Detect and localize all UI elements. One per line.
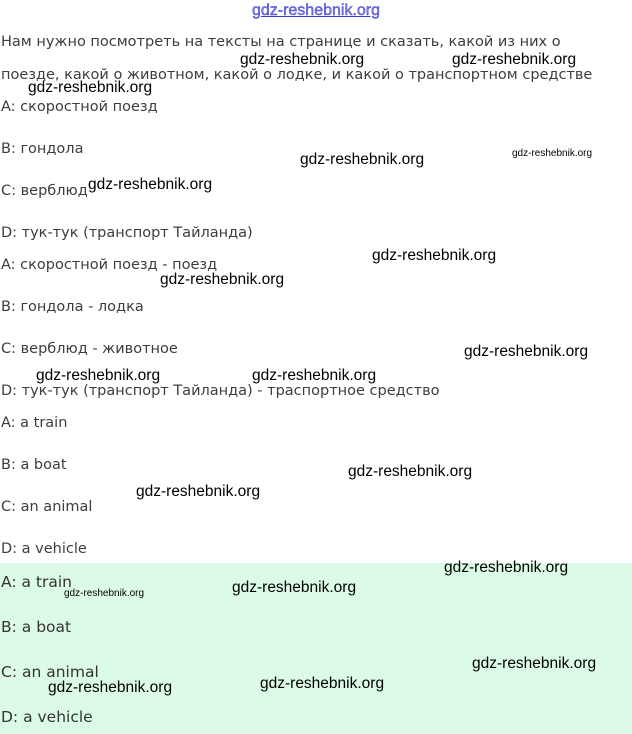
site-title[interactable]: gdz-reshebnik.org bbox=[251, 2, 381, 19]
classification-d: D: тук-тук (транспорт Тайланда) - траспортное средство bbox=[1, 383, 440, 399]
watermark: gdz-reshebnik.org bbox=[252, 367, 377, 384]
question-line-1: Нам нужно посмотреть на тексты на странице и сказать, какой из них о bbox=[1, 34, 561, 50]
classification-a: A: скоростной поезд - поезд bbox=[1, 257, 218, 273]
watermark: gdz-reshebnik.org bbox=[372, 247, 497, 264]
watermark: gdz-reshebnik.org bbox=[64, 588, 145, 599]
final-answer-a: A: a train bbox=[1, 573, 72, 591]
watermark: gdz-reshebnik.org bbox=[28, 79, 153, 96]
watermark: gdz-reshebnik.org bbox=[36, 367, 161, 384]
watermark: gdz-reshebnik.org bbox=[472, 655, 597, 672]
watermark: gdz-reshebnik.org bbox=[232, 579, 357, 596]
draft-answer-b: B: a boat bbox=[1, 457, 67, 473]
final-answer-c: C: an animal bbox=[1, 663, 99, 681]
item-c: C: верблюд bbox=[1, 183, 88, 199]
item-b: B: гондола bbox=[1, 141, 84, 157]
draft-answer-c: C: an animal bbox=[1, 499, 93, 515]
watermark: gdz-reshebnik.org bbox=[452, 51, 577, 68]
final-answer-b: B: a boat bbox=[1, 618, 72, 636]
watermark: gdz-reshebnik.org bbox=[88, 176, 213, 193]
draft-answer-d: D: a vehicle bbox=[1, 541, 87, 557]
watermark: gdz-reshebnik.org bbox=[136, 483, 261, 500]
final-answer-d: D: a vehicle bbox=[1, 708, 93, 726]
watermark: gdz-reshebnik.org bbox=[512, 148, 593, 159]
watermark: gdz-reshebnik.org bbox=[260, 675, 385, 692]
watermark: gdz-reshebnik.org bbox=[464, 343, 589, 360]
item-d: D: тук-тук (транспорт Тайланда) bbox=[1, 225, 253, 241]
question-line-2: поезде, какой о животном, какой о лодке, и какой о транспортном средстве bbox=[1, 67, 593, 83]
watermark: gdz-reshebnik.org bbox=[444, 559, 569, 576]
watermark: gdz-reshebnik.org bbox=[348, 463, 473, 480]
classification-b: B: гондола - лодка bbox=[1, 299, 144, 315]
classification-c: C: верблюд - животное bbox=[1, 341, 178, 357]
watermark: gdz-reshebnik.org bbox=[300, 151, 425, 168]
item-a: A: скоростной поезд bbox=[1, 99, 158, 115]
draft-answer-a: A: a train bbox=[1, 415, 68, 431]
watermark: gdz-reshebnik.org bbox=[160, 271, 285, 288]
watermark: gdz-reshebnik.org bbox=[48, 679, 173, 696]
watermark: gdz-reshebnik.org bbox=[240, 51, 365, 68]
